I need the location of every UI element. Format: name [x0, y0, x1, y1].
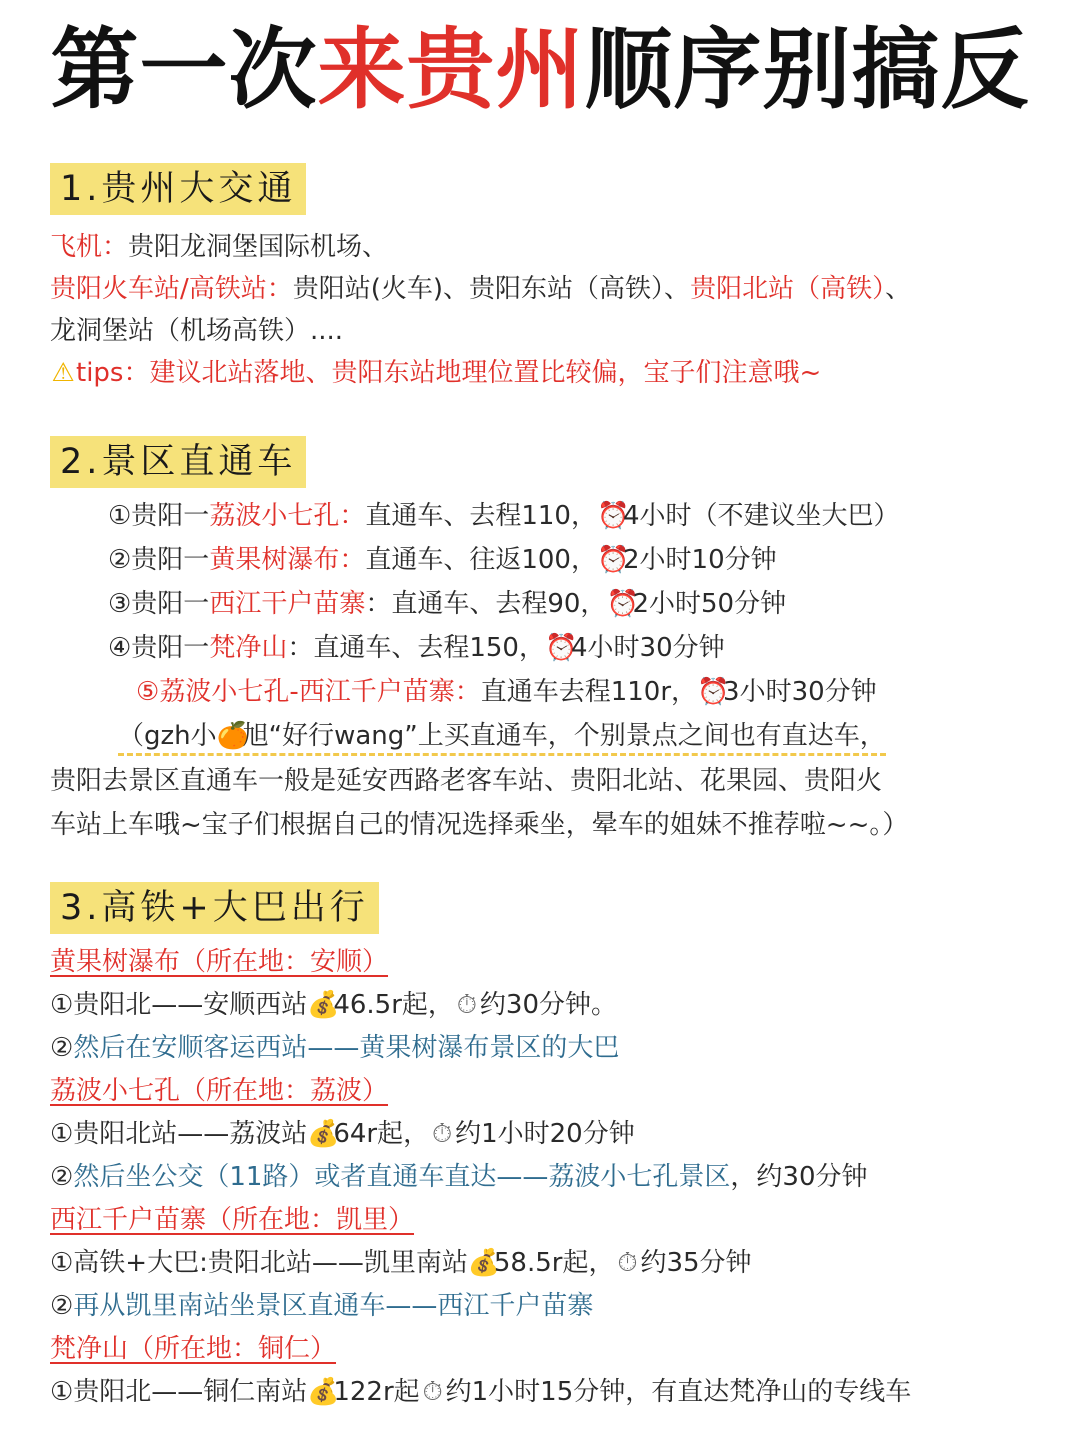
transfer-number: ② — [50, 1291, 74, 1321]
route-number: ②贵阳一 — [108, 545, 210, 575]
title-part-2: 来贵州 — [317, 18, 585, 121]
route-text: ①贵阳北——安顺西站 — [50, 990, 308, 1020]
station-text-2: 贵阳北站（高铁） — [690, 274, 886, 304]
route-destination: 荔波小七孔-西江千户苗寨： — [159, 677, 481, 707]
plane-line — [50, 227, 388, 267]
route-destination: 梵净山 — [209, 633, 288, 663]
station-text-3: 、 — [885, 274, 912, 304]
route-price: 64r起， — [333, 1119, 430, 1149]
place-title: 西江千户苗寨（所在地：凯里） — [50, 1205, 415, 1235]
warning-icon: ⚠ — [51, 358, 75, 388]
tips-line — [50, 353, 821, 393]
section-heading-shuttle: 2.景区直通车 — [50, 436, 306, 488]
alarm-clock-icon: ⏰ — [697, 677, 730, 707]
note-line-2: 贵阳去景区直通车一般是延安西路老客车站、贵阳北站、花果园、贵阳火 — [50, 766, 883, 796]
money-bag-icon: 💰 — [307, 990, 340, 1020]
route-price: 122r起 — [333, 1377, 420, 1407]
route-info: 直通车去程110r， — [480, 677, 698, 707]
route-duration: 约1小时15分钟，有直达梵净山的专线车 — [445, 1377, 912, 1407]
route-item — [136, 672, 877, 712]
route-info: 直通车、往返100， — [365, 545, 597, 575]
route-number: ①贵阳一 — [108, 501, 210, 531]
note-text-a: （gzh小 — [118, 721, 217, 751]
transfer-tail: ，约30分钟 — [730, 1162, 868, 1192]
orange-icon: 🍊 — [216, 721, 250, 751]
transfer-number: ② — [50, 1033, 74, 1063]
route-duration: 约35分钟 — [640, 1248, 752, 1278]
route-destination: 西江干户苗寨 — [209, 589, 366, 619]
stopwatch-icon: ⏱ — [617, 1248, 638, 1278]
route-item — [108, 496, 900, 536]
stopwatch-icon: ⏱ — [422, 1377, 443, 1407]
route-text: ①贵阳北站——荔波站 — [50, 1119, 308, 1149]
transfer-text: 然后坐公交（11路）或者直通车直达——荔波小七孔景区 — [73, 1162, 731, 1192]
transfer-number: ② — [50, 1162, 74, 1192]
route-time: 4小时30分钟 — [570, 633, 725, 663]
title-part-3: 顺序别搞反 — [584, 18, 1030, 121]
note-line-3: 车站上车哦~宝子们根据自己的情况选择乘坐，晕车的姐妹不推荐啦~~。） — [50, 810, 909, 840]
route-separator: ： — [365, 589, 392, 619]
route-price: 58.5r起， — [493, 1248, 615, 1278]
route-number: ③贵阳一 — [108, 589, 210, 619]
place-title: 黄果树瀑布（所在地：安顺） — [50, 947, 389, 977]
route-destination: 荔波小七孔 — [209, 501, 340, 531]
route-time: 2小时10分钟 — [622, 545, 777, 575]
money-bag-icon: 💰 — [467, 1248, 501, 1278]
money-bag-icon: 💰 — [307, 1377, 340, 1407]
plane-text: 贵阳龙洞堡国际机场、 — [128, 232, 389, 262]
place-route-line — [50, 1114, 635, 1154]
section-heading-rail-bus: 3.高铁+大巴出行 — [50, 882, 379, 934]
place-route-line — [50, 985, 617, 1025]
station-label: 贵阳火车站/高铁站： — [50, 274, 293, 304]
route-separator: ： — [287, 633, 314, 663]
route-text: ①高铁+大巴:贵阳北站——凯里南站 — [50, 1248, 468, 1278]
route-text: ①贵阳北——铜仁南站 — [50, 1377, 308, 1407]
route-number: ⑤ — [136, 677, 160, 707]
tips-text: tips：建议北站落地、贵阳东站地理位置比较偏，宝子们注意哦~ — [76, 358, 822, 388]
alarm-clock-icon: ⏰ — [544, 633, 578, 663]
stopwatch-icon: ⏱ — [431, 1119, 453, 1149]
place-transfer-line — [50, 1028, 619, 1068]
place-title: 荔波小七孔（所在地：荔波） — [50, 1076, 389, 1106]
route-destination: 黄果树瀑布 — [209, 545, 340, 575]
place-title: 梵净山（所在地：铜仁） — [50, 1334, 337, 1364]
route-duration: 约1小时20分钟 — [455, 1119, 635, 1149]
transfer-text: 再从凯里南站坐景区直通车——西江千户苗寨 — [73, 1291, 594, 1321]
plane-label: 飞机： — [50, 232, 129, 262]
route-price: 46.5r起， — [333, 990, 454, 1020]
place-route-line — [50, 1243, 752, 1283]
section-heading-transport: 1.贵州大交通 — [50, 163, 306, 215]
place-route-line — [50, 1372, 911, 1412]
transfer-text: 然后在安顺客运西站——黄果树瀑布景区的大巴 — [73, 1033, 620, 1063]
route-number: ④贵阳一 — [108, 633, 210, 663]
note-line-1 — [118, 716, 886, 756]
station-line-2: 龙洞堡站（机场高铁）.... — [50, 316, 344, 346]
station-text-1: 贵阳站(火车)、贵阳东站（高铁）、 — [292, 274, 691, 304]
route-duration: 约30分钟。 — [479, 990, 617, 1020]
route-separator: ： — [339, 545, 366, 575]
route-time: 4小时（不建议坐大巴） — [622, 501, 900, 531]
alarm-clock-icon: ⏰ — [606, 589, 639, 619]
note-text-b: 旭“好行wang”上买直通车，个别景点之间也有直达车， — [242, 721, 886, 751]
route-item — [108, 540, 777, 580]
place-transfer-line — [50, 1157, 868, 1197]
route-time: 3小时30分钟 — [723, 677, 877, 707]
station-line — [50, 269, 911, 309]
route-time: 2小时50分钟 — [632, 589, 787, 619]
route-info: 直通车、去程150， — [313, 633, 545, 663]
route-info: 直通车、去程110， — [365, 501, 597, 531]
alarm-clock-icon: ⏰ — [596, 545, 630, 575]
route-info: 直通车、去程90， — [391, 589, 607, 619]
money-bag-icon: 💰 — [307, 1119, 340, 1149]
page-title — [0, 14, 1080, 126]
note-highlight — [118, 721, 886, 756]
stopwatch-icon: ⏱ — [456, 990, 478, 1020]
route-item — [108, 628, 725, 668]
place-transfer-line — [50, 1286, 593, 1326]
title-part-1: 第一次 — [50, 18, 318, 121]
route-separator: ： — [339, 501, 366, 531]
alarm-clock-icon: ⏰ — [596, 501, 630, 531]
route-item — [108, 584, 786, 624]
